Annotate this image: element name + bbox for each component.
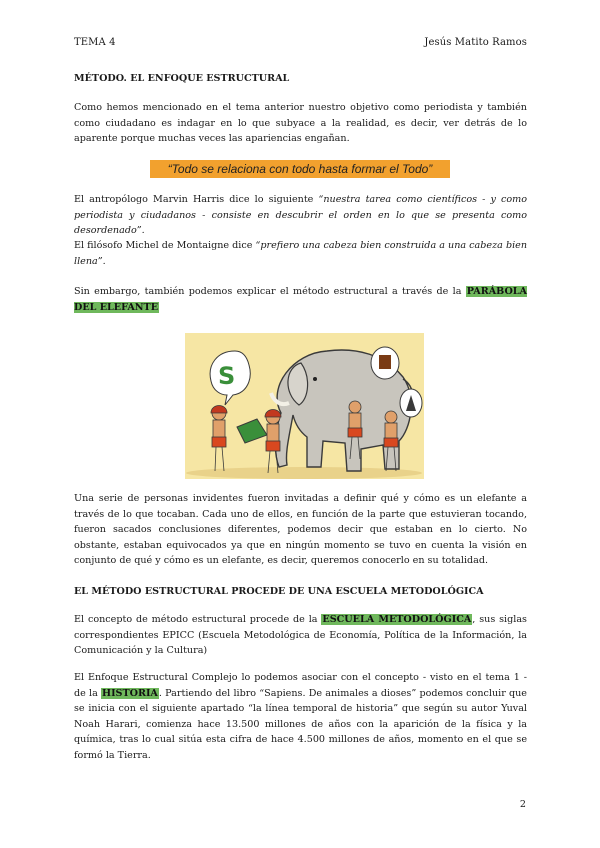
page-number: 2 [519,799,526,810]
section-title-2: EL MÉTODO ESTRUCTURAL PROCEDE DE UNA ESCUELA METODOLÓGICA [74,586,484,597]
intro-paragraph: Como hemos mencionado en el tema anterior nuestro objetivo como periodista y también como ciudadano es indagar en lo que subyace a la realidad, es decir, ver detrás de lo aparente porque muchas veces las apariencias engañan. [74,102,527,144]
elephant-intro-paragraph: Sin embargo, también podemos explicar el método estructural a través de la PARÁBOLA DEL ELEFANTE [74,286,527,313]
elephant-drawing [185,333,424,479]
parable-paragraph: Una serie de personas invidentes fueron invitadas a definir qué y cómo es un elefante a través de lo que tocaban. Cada uno de ellos, en función de la parte que estuvieran tocando, fueron sacados conclusiones diferentes, podemos decir que estaban en lo cierto. No obstante, estaban equivocados ya que en ningún momento se tuvo en cuenta la visión en conjunto de qué y cómo es un elefante, es decir, queremos conocerlo en su totalidad. [74,493,527,566]
elephant-illustration [185,333,424,479]
section-title: MÉTODO. EL ENFOQUE ESTRUCTURAL [74,73,290,84]
history-paragraph: El Enfoque Estructural Complejo lo podemos asociar con el concepto - visto en el tema 1 - de la HISTORIA. Partiendo del libro “Sapiens. De animales a dioses” podemos concluir que se inicia con el siguiente apartado “la línea temporal de historia” que según su autor Yuval Noah Harari, comienza hace 13.500 millones de años con la aparición de la física y la química, tras lo cual sitúa esta cifra de hace 4.500 millones de años, momento en el que se formó la Tierra. [74,672,527,761]
highlight-quote: “Todo se relaciona con todo hasta formar el Todo” [150,160,450,178]
speech-bubble-letter: S [218,362,236,390]
montaigne-paragraph: El filósofo Michel de Montaigne dice “prefiero una cabeza bien construida a una cabeza bien llena”. [74,240,528,267]
elephant-parable-highlight: PARÁBOLA DEL ELEFANTE [74,286,527,313]
school-paragraph: El concepto de método estructural procede de la ESCUELA METODOLÓGICA, sus siglas correspondientes EPICC (Escuela Metodológica de Economía, Política de la Información, la Comunicación y la Cultura) [74,614,527,656]
header-chapter: TEMA 4 [74,37,116,48]
history-highlight: HISTORIA [102,687,158,699]
harris-paragraph: El antropólogo Marvin Harris dice lo siguiente “nuestra tarea como científicos - y como periodista y ciudadanos - consiste en descubrir el orden en lo que se presenta como desordenado”. [74,194,527,236]
header-author: Jesús Matito Ramos [424,37,527,48]
school-highlight: ESCUELA METODOLÓGICA [322,614,472,625]
